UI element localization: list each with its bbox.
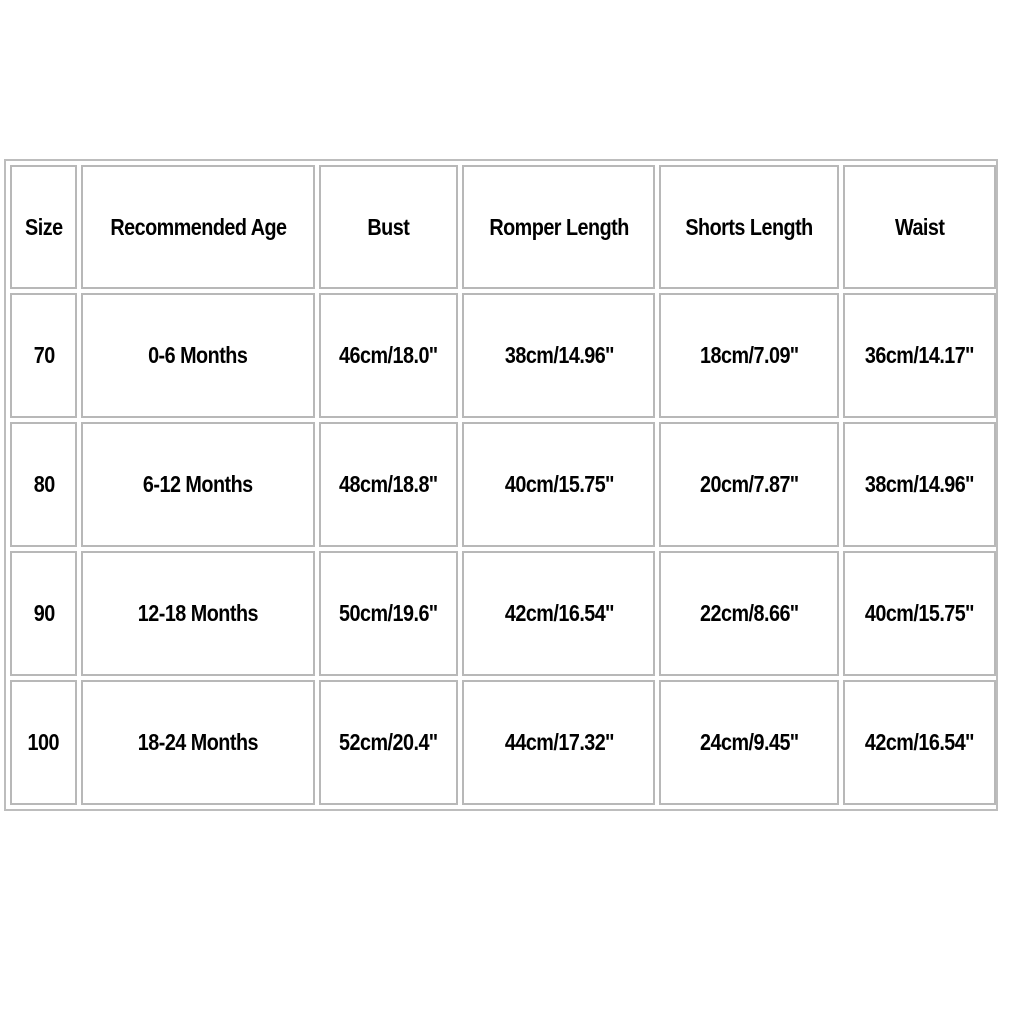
header-row (10, 165, 996, 289)
cell-recommended-age: 6-12 Months (81, 422, 314, 547)
header-size: Size (10, 165, 77, 289)
cell-shorts-length: 18cm/7.09'' (659, 293, 838, 418)
header-recommended-age: Recommended Age (81, 165, 314, 289)
cell-size: 90 (10, 551, 77, 676)
cell-romper-length: 42cm/16.54'' (462, 551, 655, 676)
table-row (10, 422, 996, 547)
cell-romper-length: 44cm/17.32'' (462, 680, 655, 805)
cell-bust: 48cm/18.8'' (319, 422, 458, 547)
cell-waist: 36cm/14.17'' (843, 293, 996, 418)
cell-romper-length: 40cm/15.75'' (462, 422, 655, 547)
cell-waist: 42cm/16.54'' (843, 680, 996, 805)
table-row (10, 680, 996, 805)
cell-shorts-length: 24cm/9.45'' (659, 680, 838, 805)
cell-bust: 50cm/19.6'' (319, 551, 458, 676)
cell-romper-length: 38cm/14.96'' (462, 293, 655, 418)
cell-size: 80 (10, 422, 77, 547)
size-chart-frame (4, 159, 998, 811)
cell-size: 100 (10, 680, 77, 805)
cell-bust: 52cm/20.4'' (319, 680, 458, 805)
table-row (10, 551, 996, 676)
cell-recommended-age: 12-18 Months (81, 551, 314, 676)
cell-shorts-length: 22cm/8.66'' (659, 551, 838, 676)
cell-waist: 38cm/14.96'' (843, 422, 996, 547)
cell-shorts-length: 20cm/7.87'' (659, 422, 838, 547)
cell-size: 70 (10, 293, 77, 418)
cell-recommended-age: 18-24 Months (81, 680, 314, 805)
header-shorts-length: Shorts Length (659, 165, 838, 289)
header-romper-length: Romper Length (462, 165, 655, 289)
cell-waist: 40cm/15.75'' (843, 551, 996, 676)
cell-recommended-age: 0-6 Months (81, 293, 314, 418)
header-waist: Waist (843, 165, 996, 289)
header-bust: Bust (319, 165, 458, 289)
table-row (10, 293, 996, 418)
cell-bust: 46cm/18.0'' (319, 293, 458, 418)
size-chart-table (6, 161, 1000, 809)
